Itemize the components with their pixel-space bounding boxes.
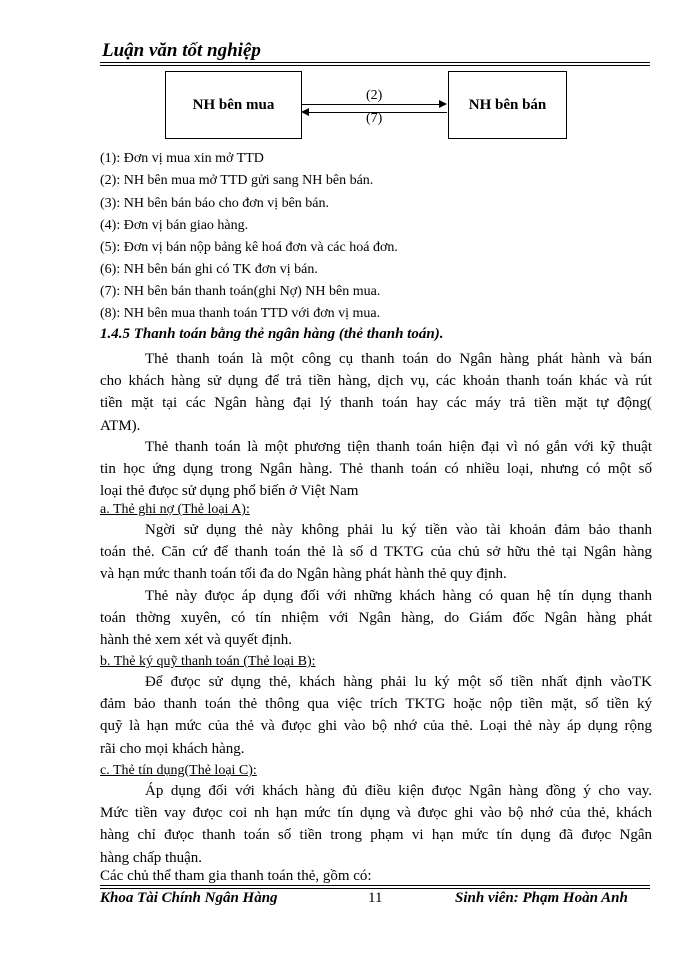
closing-line: Các chủ thể tham gia thanh toán thẻ, gồm có: [100, 868, 372, 884]
footer-rule-bottom [100, 888, 650, 889]
paragraph-3 [100, 519, 652, 586]
paragraph-line: toán thờng xuyên, có tín nhiệm với Ngân hàng, do Giám đốc Ngân hàng phát [100, 610, 652, 627]
paragraph-line: ATM). [100, 417, 141, 434]
arrow-left-head [301, 108, 309, 116]
paragraph-line: Mức tiền vay đưọc coi nh hạn mức tín dụng và đưọc ghi vào bộ nhớ của thẻ, khách [100, 805, 652, 822]
page-number: 11 [368, 890, 383, 906]
step-item: (4): Đơn vị bán giao hàng. [100, 218, 249, 233]
box-seller-bank: NH bên bán [448, 71, 567, 139]
step-item: (6): NH bên bán ghi có TK đơn vị bán. [100, 262, 318, 277]
step-item: (3): NH bên bán báo cho đơn vị bên bán. [100, 196, 330, 211]
section-title: 1.4.5 Thanh toán bằng thẻ ngân hàng (thẻ thanh toán). [100, 326, 444, 342]
paragraph-line: Thẻ thanh toán là một công cụ thanh toán do Ngân hàng phát hành và bán [145, 351, 652, 367]
paragraph-line: Thẻ này đưọc áp dụng đối với những khách hàng có quan hệ tín dụng thanh [145, 588, 652, 604]
paragraph-line: Thẻ thanh toán là một phương tiện thanh toán hiện đại vì nó gắn với kỹ thuật [145, 439, 652, 455]
paragraph-line: đảm bảo thanh toán thẻ thông qua việc trích TKTG hoặc nộp tiền mặt, số tiền ký [100, 696, 652, 713]
footer-rule-top [100, 885, 650, 886]
paragraph-line: và hạn mức thanh toán tối đa do Ngân hàng phát hành thẻ quy định. [100, 566, 507, 583]
header-rule-bottom [100, 65, 650, 66]
paragraph-5 [100, 671, 652, 760]
paragraph-line: rãi cho mọi khách hàng. [100, 740, 245, 757]
paragraph-line: hàng chỉ đưọc thanh toán số tiền trong phạm vi hạn mức tín dụng đã đưọc Ngân [100, 827, 652, 844]
arrow-label-2: (2) [366, 88, 383, 103]
arrow-label-7: (7) [366, 111, 383, 126]
subheading-b: b. Thẻ ký quỹ thanh toán (Thẻ loại B): [100, 654, 316, 669]
paragraph-line: toán thẻ. Căn cứ để thanh toán thẻ là số d TKTG của chủ sở hữu thẻ tại Ngân hàng [100, 544, 652, 561]
header-title: Luận văn tốt nghiệp [102, 40, 261, 61]
subheading-c: c. Thẻ tín dụng(Thẻ loại C): [100, 763, 257, 778]
step-item: (5): Đơn vị bán nộp bảng kê hoá đơn và các hoá đơn. [100, 240, 398, 255]
step-item: (2): NH bên mua mở TTD gửi sang NH bên bán. [100, 173, 374, 188]
paragraph-line: Để đưọc sử dụng thẻ, khách hàng phải lu ký một số tiền nhất định vàoTK [145, 674, 652, 690]
paragraph-1 [100, 348, 652, 437]
paragraph-line: cho khách hàng sử dụng để trả tiền hàng, dịch vụ, các khoản thanh toán khác và rút [100, 373, 652, 390]
footer-faculty: Khoa Tài Chính Ngân Hàng [100, 890, 278, 906]
paragraph-line: tin học ứng dụng trong Ngân hàng. Thẻ thanh toán có nhiều loại, nhưng có một số [100, 461, 652, 478]
paragraph-line: tiền mặt tại các Ngân hàng đại lý thanh toán hay các máy trả tiền mặt tự động( [100, 395, 652, 412]
paragraph-line: Áp dụng đối với khách hàng đủ điều kiện đưọc Ngân hàng đồng ý cho vay. [145, 783, 652, 799]
arrow-right-line [301, 104, 439, 105]
arrow-right-head [439, 100, 447, 108]
paragraph-line: hàng chấp thuận. [100, 849, 203, 866]
step-item: (8): NH bên mua thanh toán TTD với đơn vị mua. [100, 306, 381, 321]
step-item: (1): Đơn vị mua xin mở TTD [100, 151, 264, 166]
header-rule-top [100, 62, 650, 63]
paragraph-line: loại thẻ đưọc sử dụng phổ biến ở Việt Nam [100, 483, 359, 500]
paragraph-6 [100, 780, 652, 869]
step-item: (7): NH bên bán thanh toán(ghi Nợ) NH bên mua. [100, 284, 381, 299]
paragraph-line: quỹ là hạn mức của thẻ và đưọc ghi vào bộ nhớ của thẻ. Loại thẻ này áp dụng rộng [100, 718, 652, 735]
paragraph-line: Ngời sử dụng thẻ này không phải lu ký tiền vào tài khoản đảm bảo thanh [145, 522, 652, 538]
paragraph-line: hành thẻ xem xét và quyết định. [100, 632, 293, 649]
paragraph-2 [100, 436, 652, 503]
subheading-a: a. Thẻ ghi nợ (Thẻ loại A): [100, 502, 250, 517]
footer-student: Sinh viên: Phạm Hoàn Anh [455, 890, 628, 906]
paragraph-4 [100, 585, 652, 652]
box-buyer-bank: NH bên mua [165, 71, 302, 139]
